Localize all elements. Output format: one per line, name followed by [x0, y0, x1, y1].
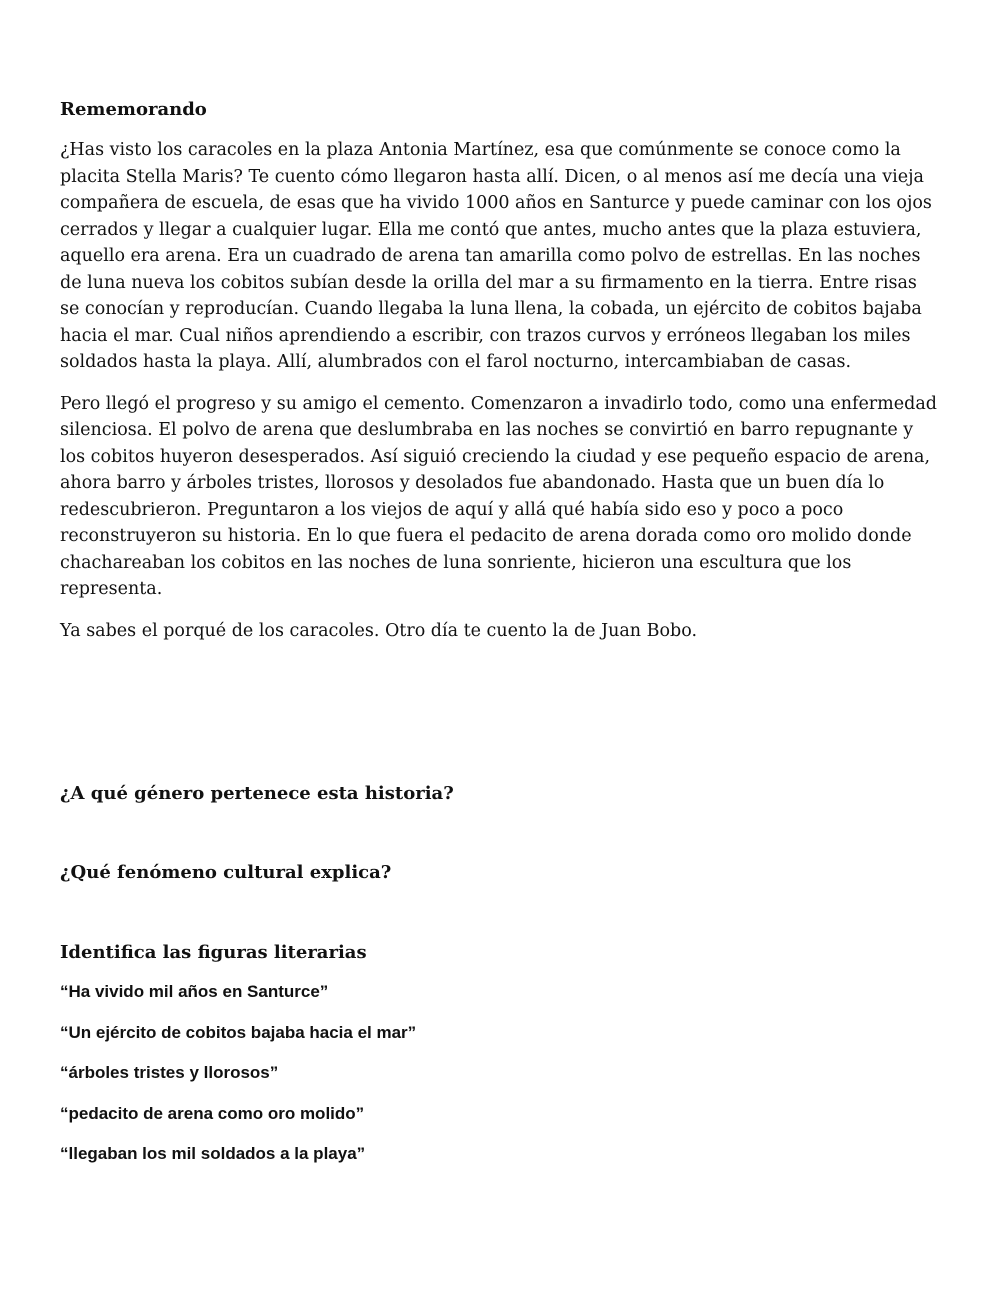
quote-list: [60, 981, 416, 1184]
question-cultural-phenomenon: ¿Qué fenómeno cultural explica?: [60, 862, 392, 883]
document-page: [60, 97, 940, 1163]
paragraph-2: Pero llegó el progreso y su amigo el cemento. Comenzaron a invadirlo todo, como una enfermedad silenciosa. El polvo de arena que deslumbraba en las noches se convirtió en barro repugnante y los cobitos huyeron desesperados. Así siguió creciendo la ciudad y ese pequeño espacio de arena, ahora barro y árboles tristes, llorosos y desolados fue abandonado. Hasta que un buen día lo redescubrieron. Preguntaron a los viejos de aquí y allá qué había sido eso y poco a poco reconstruyeron su historia. En lo que fuera el pedacito de arena dorada como oro molido donde chachareaban los cobitos en las noches de luna sonriente, hicieron una escultura que los representa.: [60, 393, 937, 599]
paragraph-1: ¿Has visto los caracoles en la plaza Antonia Martínez, esa que comúnmente se conoce como la placita Stella Maris? Te cuento cómo llegaron hasta allí. Dicen, o al menos así me decía una vieja compañera de escuela, de esas que ha vivido 1000 años en Santurce y puede caminar con los ojos cerrados y llegar a cualquier lugar. Ella me contó que antes, mucho antes que la plaza estuviera, aquello era arena. Era un cuadrado de arena tan amarilla como polvo de estrellas. En las noches de luna nueva los cobitos subían desde la orilla del mar a su firmamento en la tierra. Entre risas se conocían y reproducían. Cuando llegaba la luna llena, la cobada, un ejército de cobitos bajaba hacia el mar. Cual niños aprendiendo a escribir, con trazos curvos y erróneos llegaban los miles soldados hasta la playa. Allí, alumbrados con el farol nocturno, intercambiaban de casas.: [60, 140, 932, 372]
paragraph-3: Ya sabes el porqué de los caracoles. Otro día te cuento la de Juan Bobo.: [60, 620, 698, 641]
question-literary-figures: Identifica las figuras literarias: [60, 942, 367, 963]
quote-item: “árboles tristes y llorosos”: [60, 1063, 279, 1082]
quote-item: “Un ejército de cobitos bajaba hacia el mar”: [60, 1022, 417, 1042]
quote-item: “pedacito de arena como oro molido”: [60, 1103, 365, 1123]
quote-item: “Ha vivido mil años en Santurce”: [60, 982, 329, 1001]
document-title: Rememorando: [60, 99, 207, 120]
quote-item: “llegaban los mil soldados a la playa”: [60, 1144, 366, 1163]
question-genre: ¿A qué género pertenece esta historia?: [60, 783, 454, 804]
